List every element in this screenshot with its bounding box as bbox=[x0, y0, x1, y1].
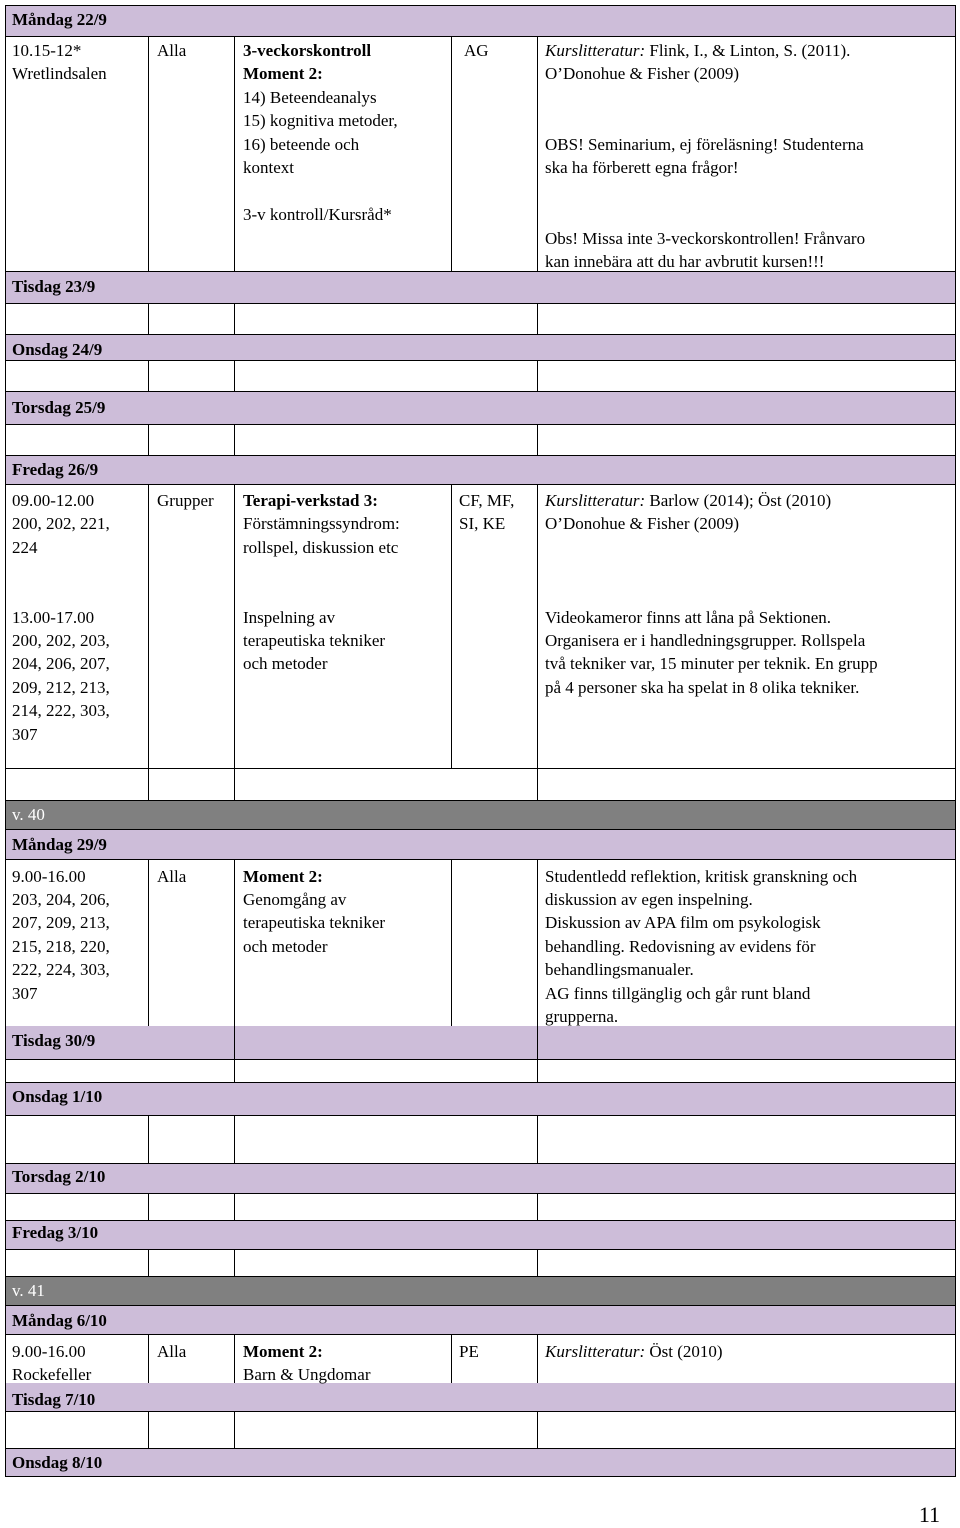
room-list: 222, 224, 303, bbox=[12, 960, 110, 979]
activity-title: 3-veckorskontroll bbox=[243, 41, 372, 60]
day-band-fri3 bbox=[5, 1220, 955, 1249]
activity-desc: Förstämningssyndrom: bbox=[243, 514, 400, 533]
col-divider bbox=[234, 1411, 235, 1448]
col-divider bbox=[234, 1115, 235, 1163]
literature-ref: Barlow (2014); Öst (2010) bbox=[649, 491, 832, 510]
col-divider bbox=[451, 36, 452, 271]
day-label: Onsdag 8/10 bbox=[12, 1453, 103, 1472]
day-label: Måndag 29/9 bbox=[12, 835, 107, 854]
row-divider bbox=[5, 1059, 956, 1060]
col-divider bbox=[451, 1334, 452, 1383]
note-line: på 4 personer ska ha spelat in 8 olika tekniker. bbox=[545, 678, 860, 697]
week-label: v. 41 bbox=[12, 1281, 45, 1300]
table-border bbox=[955, 5, 956, 1477]
row-divider bbox=[5, 1276, 956, 1277]
row-divider bbox=[5, 1163, 956, 1164]
col-divider bbox=[537, 1249, 538, 1276]
activity-desc: rollspel, diskussion etc bbox=[243, 538, 399, 557]
note-line: Organisera er i handledningsgrupper. Rollspela bbox=[545, 631, 866, 650]
activity-desc: och metoder bbox=[243, 937, 328, 956]
row-divider bbox=[5, 1305, 956, 1306]
day-band-thu2 bbox=[5, 1163, 955, 1193]
activity-desc: Inspelning av bbox=[243, 608, 336, 627]
col-divider bbox=[537, 303, 538, 334]
note-line: behandlingsmanualer. bbox=[545, 960, 694, 979]
row-divider bbox=[5, 800, 956, 801]
activity-subtitle: Moment 2: bbox=[243, 64, 323, 83]
col-divider bbox=[234, 1193, 235, 1220]
col-divider bbox=[537, 1411, 538, 1448]
col-divider bbox=[148, 360, 149, 391]
table-border bbox=[5, 5, 6, 1477]
day-label: Tisdag 30/9 bbox=[12, 1031, 96, 1050]
col-divider bbox=[148, 768, 149, 800]
warning-line: Obs! Missa inte 3-veckorskontrollen! Frånvaro bbox=[545, 229, 866, 248]
teacher-cell: PE bbox=[459, 1342, 479, 1361]
teacher-cell: SI, KE bbox=[459, 514, 506, 533]
group-cell: Alla bbox=[157, 1342, 187, 1361]
col-divider bbox=[234, 1249, 235, 1276]
room-list: 224 bbox=[12, 538, 38, 557]
day-band-mon22 bbox=[5, 5, 955, 36]
note-line: AG finns tillgänglig och går runt bland bbox=[545, 984, 811, 1003]
col-divider bbox=[148, 303, 149, 334]
activity-item: kontext bbox=[243, 158, 294, 177]
location: Wretlindsalen bbox=[12, 64, 107, 83]
col-divider bbox=[234, 303, 235, 334]
note-line: ska ha förberett egna frågor! bbox=[545, 158, 739, 177]
time-line: 9.00-16.00 bbox=[12, 867, 86, 886]
note-line: två tekniker var, 15 minuter per teknik. En grupp bbox=[545, 654, 878, 673]
activity-item: 16) beteende och bbox=[243, 135, 360, 154]
col-divider bbox=[537, 768, 538, 800]
day-label: Tisdag 23/9 bbox=[12, 277, 96, 296]
col-divider bbox=[148, 1334, 149, 1383]
col-divider bbox=[537, 360, 538, 391]
col-divider bbox=[537, 1115, 538, 1163]
literature-ref: Öst (2010) bbox=[649, 1342, 723, 1361]
room-list: 203, 204, 206, bbox=[12, 890, 110, 909]
room-list: 307 bbox=[12, 725, 38, 744]
col-divider bbox=[234, 424, 235, 455]
day-label: Torsdag 2/10 bbox=[12, 1167, 106, 1186]
row-divider bbox=[5, 1448, 956, 1449]
room-list: 214, 222, 303, bbox=[12, 701, 110, 720]
page-number: 11 bbox=[918, 1502, 940, 1527]
col-divider bbox=[148, 859, 149, 1026]
activity-item: 15) kognitiva metoder, bbox=[243, 111, 398, 130]
council-label: 3-v kontroll/Kursråd* bbox=[243, 205, 392, 224]
col-divider bbox=[234, 360, 235, 391]
day-label: Tisdag 7/10 bbox=[12, 1390, 96, 1409]
day-band-wed1 bbox=[5, 1082, 955, 1115]
col-divider bbox=[234, 36, 235, 271]
row-divider bbox=[5, 334, 956, 335]
col-divider bbox=[148, 1411, 149, 1448]
room-list: 200, 202, 203, bbox=[12, 631, 110, 650]
note-line: behandling. Redovisning av evidens för bbox=[545, 937, 816, 956]
activity-desc: och metoder bbox=[243, 654, 328, 673]
time-line: 13.00-17.00 bbox=[12, 608, 95, 627]
col-divider bbox=[537, 859, 538, 1083]
day-band-tue30 bbox=[5, 1026, 955, 1059]
col-divider bbox=[537, 36, 538, 271]
activity-title: Moment 2: bbox=[243, 867, 323, 886]
row-divider bbox=[5, 391, 956, 392]
room-list: 204, 206, 207, bbox=[12, 654, 110, 673]
day-label: Torsdag 25/9 bbox=[12, 398, 106, 417]
note-line: OBS! Seminarium, ej föreläsning! Studenterna bbox=[545, 135, 864, 154]
time-line: 09.00-12.00 bbox=[12, 491, 95, 510]
activity-title: Moment 2: bbox=[243, 1342, 323, 1361]
col-divider bbox=[148, 424, 149, 455]
literature-ref: Flink, I., & Linton, S. (2011). bbox=[649, 41, 851, 60]
literature-ref: O’Donohue & Fisher (2009) bbox=[545, 64, 740, 83]
note-line: diskussion av egen inspelning. bbox=[545, 890, 753, 909]
literature-label: Kurslitteratur: bbox=[545, 1342, 646, 1361]
col-divider bbox=[537, 1193, 538, 1220]
warning-line: kan innebära att du har avbrutit kursen!!! bbox=[545, 252, 825, 271]
group-cell: Alla bbox=[157, 41, 187, 60]
activity-desc: Barn & Ungdomar bbox=[243, 1365, 371, 1384]
activity-desc: terapeutiska tekniker bbox=[243, 913, 386, 932]
week-label: v. 40 bbox=[12, 805, 45, 824]
literature-label: Kurslitteratur: bbox=[545, 491, 646, 510]
col-divider bbox=[148, 36, 149, 271]
col-divider bbox=[234, 859, 235, 1083]
col-divider bbox=[451, 484, 452, 768]
note-line: grupperna. bbox=[545, 1007, 619, 1026]
activity-desc: terapeutiska tekniker bbox=[243, 631, 386, 650]
time-line: 10.15-12* bbox=[12, 41, 82, 60]
day-label: Måndag 6/10 bbox=[12, 1311, 107, 1330]
day-label: Fredag 3/10 bbox=[12, 1223, 99, 1242]
day-label: Onsdag 1/10 bbox=[12, 1087, 103, 1106]
teacher-cell: CF, MF, bbox=[459, 491, 515, 510]
group-cell: Grupper bbox=[157, 491, 214, 510]
table-border bbox=[5, 1476, 956, 1477]
note-line: Studentledd reflektion, kritisk granskning och bbox=[545, 867, 858, 886]
col-divider bbox=[148, 1193, 149, 1220]
row-divider bbox=[5, 1220, 956, 1221]
day-label: Måndag 22/9 bbox=[12, 10, 107, 29]
col-divider bbox=[537, 1334, 538, 1383]
col-divider bbox=[537, 484, 538, 768]
col-divider bbox=[451, 859, 452, 1026]
day-band-mon29 bbox=[5, 830, 955, 859]
row-divider bbox=[5, 455, 956, 456]
day-band-tue23 bbox=[5, 271, 955, 303]
room-list: 207, 209, 213, bbox=[12, 913, 110, 932]
day-band-thu25 bbox=[5, 391, 955, 424]
col-divider bbox=[148, 1249, 149, 1276]
room-list: 307 bbox=[12, 984, 38, 1003]
location: Rockefeller bbox=[12, 1365, 92, 1384]
room-list: 215, 218, 220, bbox=[12, 937, 110, 956]
activity-item: 14) Beteendeanalys bbox=[243, 88, 377, 107]
room-list: 200, 202, 221, bbox=[12, 514, 110, 533]
col-divider bbox=[234, 1334, 235, 1383]
col-divider bbox=[148, 484, 149, 768]
day-band-mon6 bbox=[5, 1306, 955, 1334]
table-border bbox=[5, 5, 956, 6]
day-label: Fredag 26/9 bbox=[12, 460, 99, 479]
col-divider bbox=[234, 768, 235, 800]
note-line: Diskussion av APA film om psykologisk bbox=[545, 913, 821, 932]
literature bbox=[545, 489, 831, 512]
col-divider bbox=[537, 424, 538, 455]
day-band-tue7 bbox=[5, 1383, 955, 1411]
day-band-wed8 bbox=[5, 1448, 955, 1476]
literature bbox=[545, 1340, 723, 1363]
room-list: 209, 212, 213, bbox=[12, 678, 110, 697]
teacher-cell: AG bbox=[464, 41, 489, 60]
time-line: 9.00-16.00 bbox=[12, 1342, 86, 1361]
row-divider bbox=[5, 829, 956, 830]
literature-label: Kurslitteratur: bbox=[545, 41, 646, 60]
row-divider bbox=[5, 1082, 956, 1083]
activity-title: Terapi-verkstad 3: bbox=[243, 491, 378, 510]
literature-ref: O’Donohue & Fisher (2009) bbox=[545, 514, 740, 533]
day-label: Onsdag 24/9 bbox=[12, 340, 103, 359]
week-band-41 bbox=[5, 1276, 955, 1305]
group-cell: Alla bbox=[157, 867, 187, 886]
week-band-40 bbox=[5, 800, 955, 829]
col-divider bbox=[234, 484, 235, 768]
col-divider bbox=[148, 1115, 149, 1163]
literature bbox=[545, 39, 850, 62]
day-band-wed24 bbox=[5, 334, 955, 360]
note-line: Videokameror finns att låna på Sektionen. bbox=[545, 608, 832, 627]
day-band-fri26 bbox=[5, 455, 955, 484]
activity-desc: Genomgång av bbox=[243, 890, 347, 909]
